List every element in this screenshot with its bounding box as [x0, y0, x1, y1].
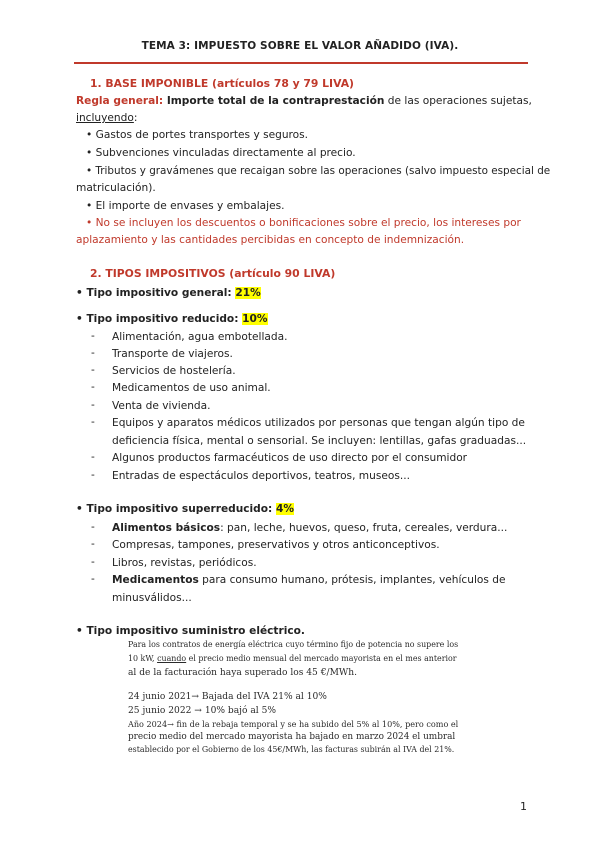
dash-marker: - [91, 330, 95, 342]
reducido-item-7: Algunos productos farmacéuticos de uso directo por el consumidor [112, 452, 468, 464]
snippet-line-3: al de la facturación haya superado los 45 €/MWh. [128, 668, 357, 678]
tipo-reducido-line [76, 312, 268, 326]
dash-marker: - [91, 451, 95, 463]
dash-marker: - [91, 521, 95, 533]
snippet-line-7: precio medio del mercado mayorista ha bajado en marzo 2024 el umbral [128, 732, 456, 742]
tipo-reducido-label: • Tipo impositivo reducido: [76, 313, 243, 325]
superreducido-item-4-rest: para consumo humano, prótesis, implantes, vehículos de [198, 574, 506, 586]
tipo-reducido-rate: 10% [242, 313, 268, 325]
snippet-line-5: 25 junio 2022 → 10% bajó al 5% [128, 706, 276, 716]
snippet-line-6: Año 2024→ fin de la rebaja temporal y se ha subido del 5% al 10%, pero como el [128, 719, 459, 729]
tipo-general-rate: 21% [235, 287, 261, 299]
tipo-general-line [76, 286, 261, 300]
superreducido-item-1-rest: : pan, leche, huevos, queso, fruta, cereales, verdura... [220, 522, 508, 534]
regla-general-rest: de las operaciones sujetas, [384, 95, 532, 107]
page-number: 1 [520, 800, 527, 813]
page-header: TEMA 3: IMPUESTO SOBRE EL VALOR AÑADIDO (IVA). [141, 40, 459, 52]
dash-marker: - [91, 399, 95, 411]
section-1-title: 1. BASE IMPONIBLE (artículos 78 y 79 LIVA) [90, 77, 354, 90]
dash-marker: - [91, 381, 95, 393]
superreducido-item-4-bold: Medicamentos [112, 574, 199, 586]
dash-marker: - [91, 347, 95, 359]
base-item-5b: aplazamiento y las cantidades percibidas en concepto de indemnización. [76, 234, 465, 246]
dash-marker: - [91, 364, 95, 376]
regla-general-bold: Importe total de la contraprestación [163, 95, 385, 107]
snippet-line-2b: el precio medio mensual del mercado mayorista en el mes anterior [186, 654, 457, 663]
base-item-1: • Gastos de portes transportes y seguros. [86, 129, 309, 141]
tipo-superreducido-label: • Tipo impositivo superreducido: [76, 503, 276, 515]
reducido-item-2: Transporte de viajeros. [112, 348, 233, 360]
regla-general-line [76, 94, 532, 108]
superreducido-item-1-bold: Alimentos básicos [112, 522, 221, 534]
incluyendo-text: incluyendo [76, 112, 134, 124]
reducido-item-5: Venta de vivienda. [112, 400, 211, 412]
dash-marker: - [91, 573, 95, 585]
snippet-line-8: establecido por el Gobierno de los 45€/MWh, las facturas subirán al IVA del 21%. [128, 745, 455, 754]
dash-marker: - [91, 416, 95, 428]
reducido-item-1: Alimentación, agua embotellada. [112, 331, 288, 343]
base-item-3a: • Tributos y gravámenes que recaigan sobre las operaciones (salvo impuesto especial de [86, 165, 551, 177]
incluyendo-colon: : [133, 112, 138, 124]
reducido-item-6a: Equipos y aparatos médicos utilizados por personas que tengan algún tipo de [112, 417, 525, 429]
tipo-general-label: • Tipo impositivo general: [76, 287, 236, 299]
header-rule [74, 62, 528, 64]
base-item-4: • El importe de envases y embalajes. [86, 200, 285, 212]
snippet-line-2 [128, 653, 458, 665]
reducido-item-3: Servicios de hostelería. [112, 365, 236, 377]
snippet-line-2a: 10 kW, [128, 654, 158, 663]
dash-marker: - [91, 469, 95, 481]
superreducido-item-2: Compresas, tampones, preservativos y otros anticonceptivos. [112, 539, 440, 551]
regla-general-label: Regla general: [76, 95, 164, 107]
dash-marker: - [91, 538, 95, 550]
snippet-line-4: 24 junio 2021→ Bajada del IVA 21% al 10% [128, 692, 327, 702]
base-item-2: • Subvenciones vinculadas directamente al precio. [86, 147, 356, 159]
tipo-superreducido-rate: 4% [275, 503, 294, 515]
superreducido-item-3: Libros, revistas, periódicos. [112, 557, 257, 569]
snippet-line-2u: cuando [157, 654, 187, 663]
section-2-title: 2. TIPOS IMPOSITIVOS (artículo 90 LIVA) [90, 267, 336, 280]
snippet-line-1: Para los contratos de energía eléctrica cuyo término fijo de potencia no supere los [128, 640, 459, 649]
dash-marker: - [91, 556, 95, 568]
base-item-5a: • No se incluyen los descuentos o bonificaciones sobre el precio, los intereses por [86, 217, 521, 229]
base-item-3b: matriculación). [76, 182, 156, 194]
reducido-item-8: Entradas de espectáculos deportivos, teatros, museos... [112, 470, 410, 482]
superreducido-item-4b: minusválidos... [112, 592, 192, 604]
tipo-electrico-line: • Tipo impositivo suministro eléctrico. [76, 625, 305, 637]
reducido-item-4: Medicamentos de uso animal. [112, 382, 271, 394]
incluyendo-line [76, 111, 137, 125]
superreducido-item-4 [112, 573, 506, 587]
tipo-superreducido-line [76, 502, 294, 516]
superreducido-item-1 [112, 521, 507, 535]
reducido-item-6b: deficiencia física, mental o sensorial. Se incluyen: lentillas, gafas graduadas... [112, 435, 527, 447]
